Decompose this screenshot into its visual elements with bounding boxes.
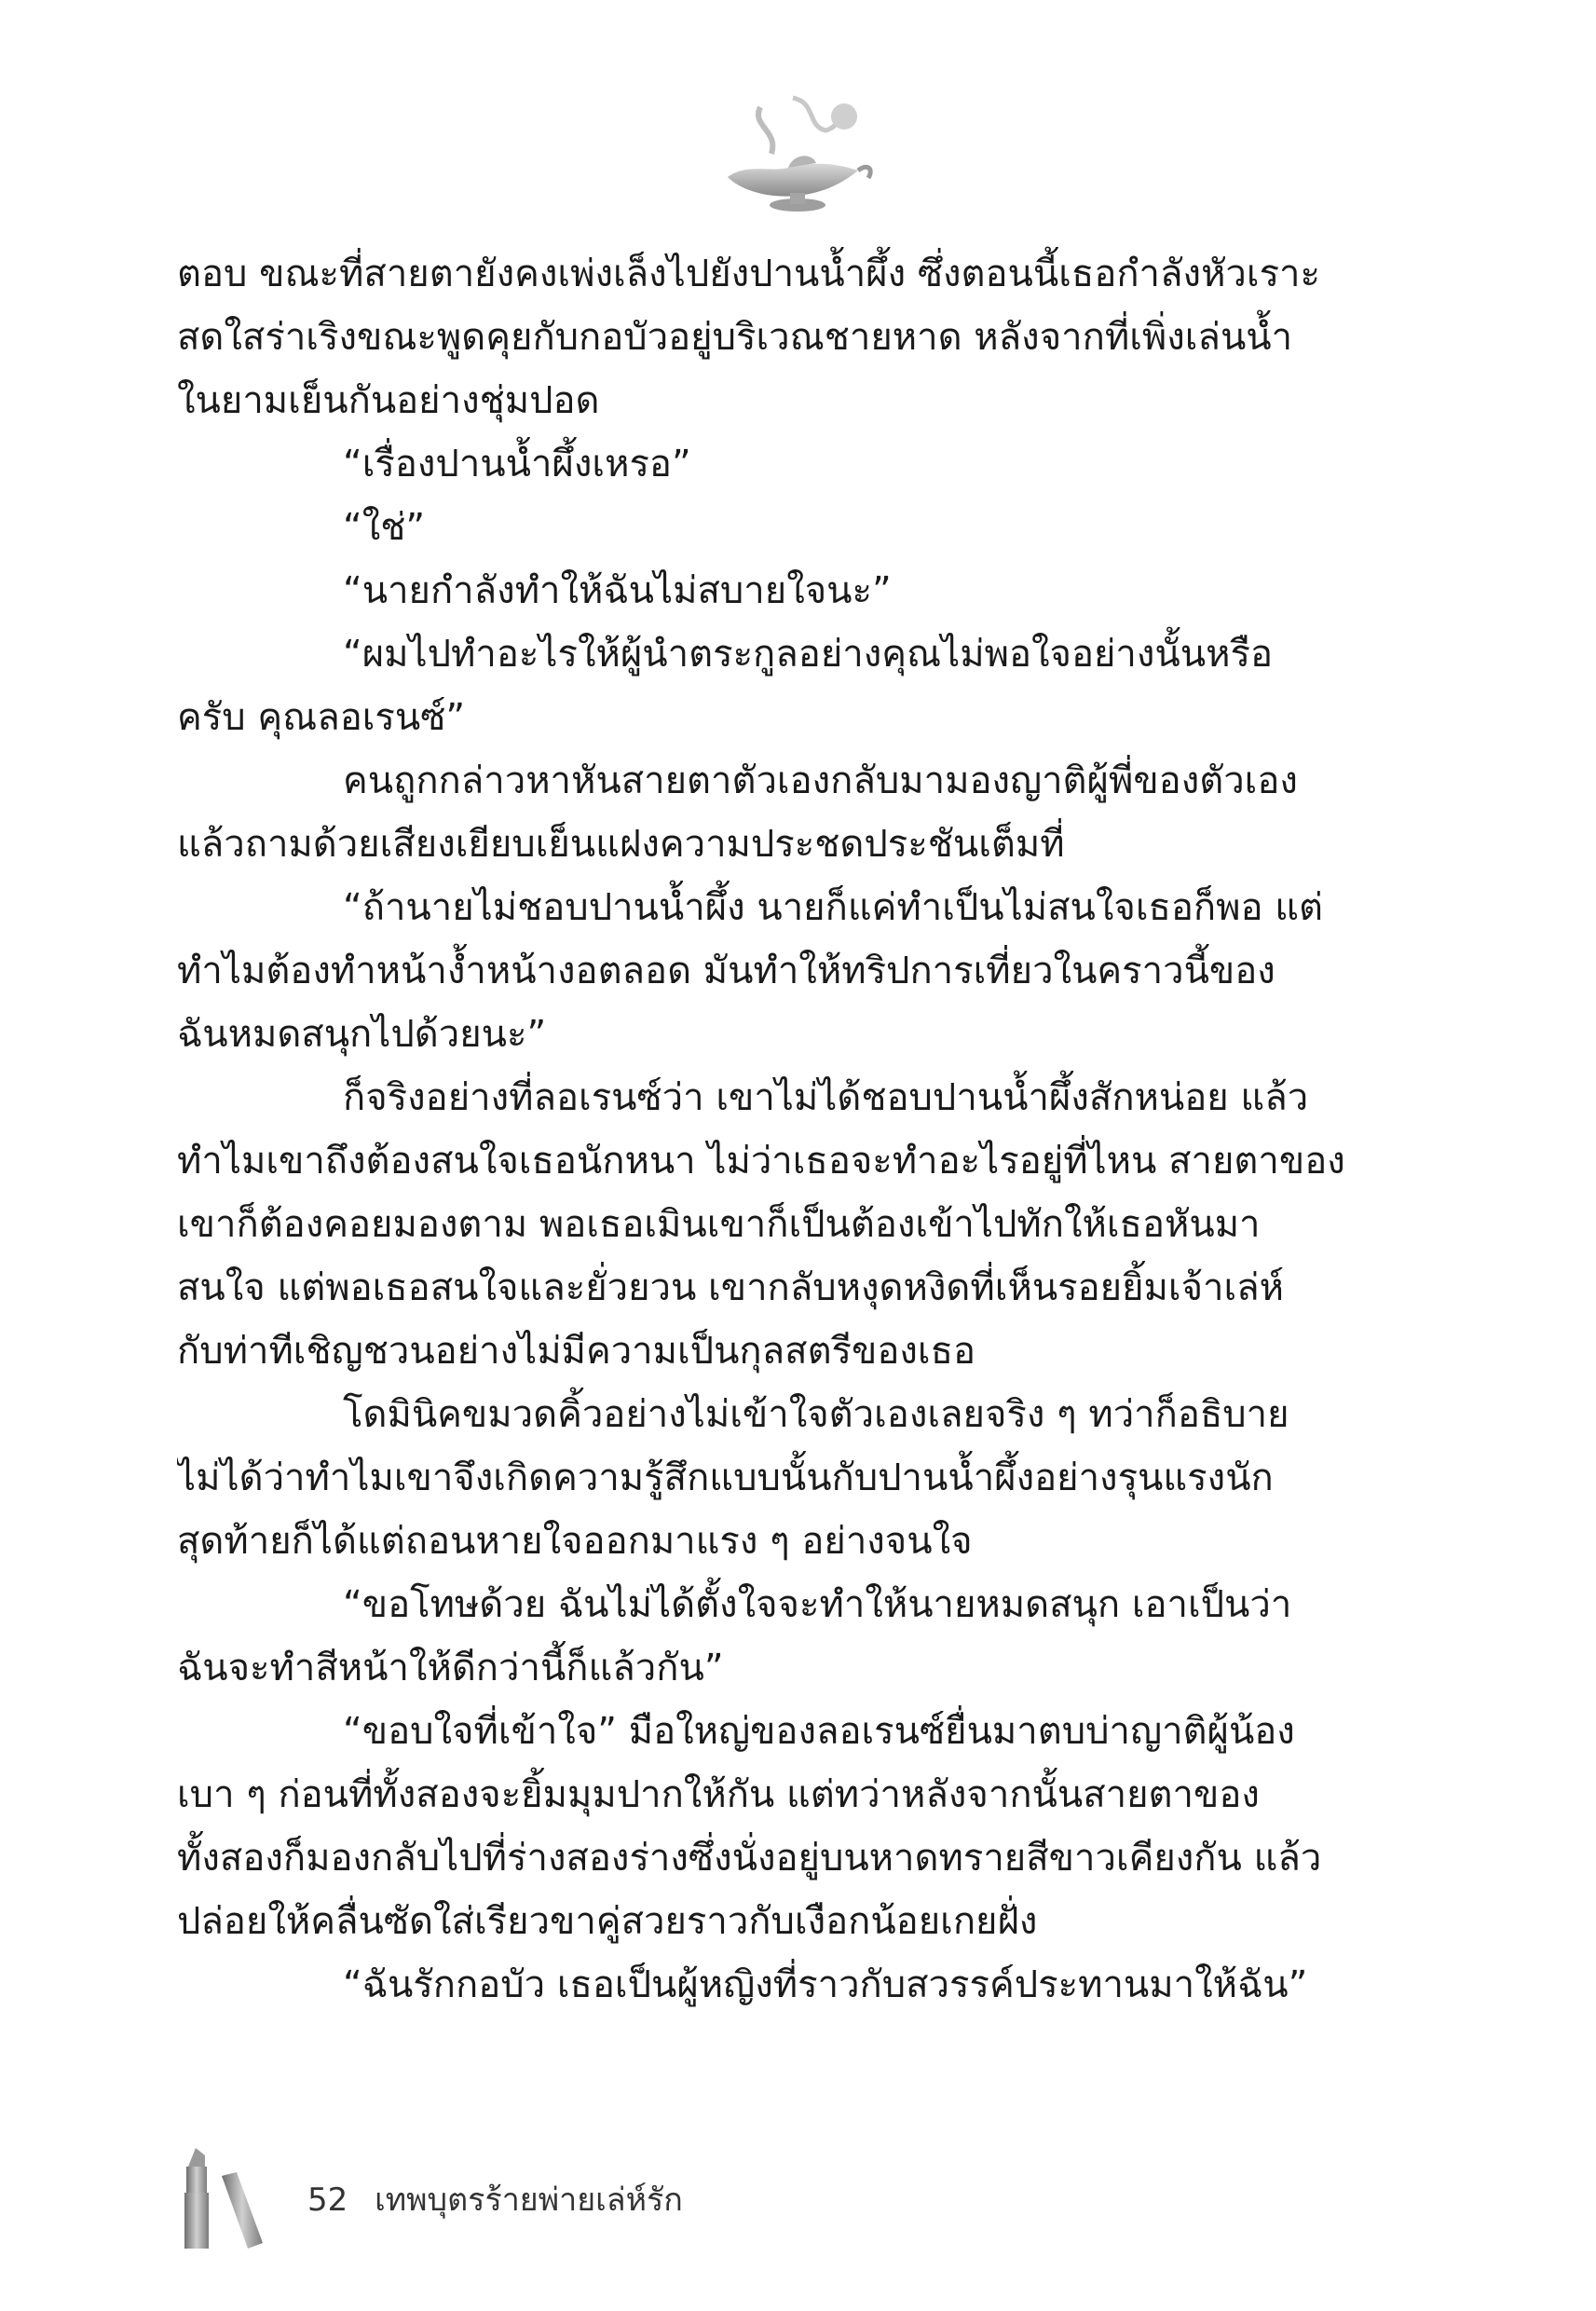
text-line: ฉันหมดสนุกไปด้วยนะ” (177, 1013, 547, 1056)
text-line: ปล่อยให้คลื่นซัดใส่เรียวขาคู่สวยราวกับเงือกน้อยเกยฝั่ง (177, 1900, 1038, 1943)
page-footer (177, 2139, 829, 2250)
text-line: ตอบ ขณะที่สายตายังคงเพ่งเล็งไปยังปานน้ำผึ้ง ซึ่งตอนนี้เธอกำลังหัวเราะ (177, 253, 1320, 295)
footer-text (307, 2174, 700, 2224)
text-line: เบา ๆ ก่อนที่ทั้งสองจะยิ้มมุมปากให้กัน แต่ทว่าหลังจากนั้นสายตาของ (177, 1773, 1260, 1816)
lipstick-icon (177, 2139, 280, 2250)
text-line: ก็จริงอย่างที่ลอเรนซ์ว่า เขาไม่ได้ชอบปานน้ำผึ้งสักหน่อย แล้ว (343, 1076, 1309, 1119)
text-line: “ขอโทษด้วย ฉันไม่ได้ตั้งใจจะทำให้นายหมดสนุก เอาเป็นว่า (343, 1583, 1292, 1626)
text-line: โดมินิคขมวดคิ้วอย่างไม่เข้าใจตัวเองเลยจริง ๆ ทว่าก็อธิบาย (343, 1393, 1289, 1436)
text-line: ทำไมต้องทำหน้างํ้าหน้างอตลอด มันทำให้ทริปการเที่ยวในคราวนี้ของ (177, 950, 1275, 992)
text-line: สุดท้ายก็ได้แต่ถอนหายใจออกมาแรง ๆ อย่างจนใจ (177, 1520, 973, 1563)
text-line: “เรื่องปานน้ำผึ้งเหรอ” (343, 443, 691, 485)
text-line: “นายกำลังทำให้ฉันไม่สบายใจนะ” (343, 569, 892, 612)
text-line: “ฉันรักกอบัว เธอเป็นผู้หญิงที่ราวกับสวรรค์ประทานมาให้ฉัน” (343, 1963, 1308, 2006)
story-text (177, 242, 1365, 2017)
text-line: ในยามเย็นกันอย่างชุ่มปอด (177, 379, 600, 422)
text-line: ฉันจะทำสีหน้าให้ดีกว่านี้ก็แล้วกัน” (177, 1647, 724, 1689)
text-line: ไม่ได้ว่าทำไมเขาจึงเกิดความรู้สึกแบบนั้นกับปานน้ำผึ้งอย่างรุนแรงนัก (177, 1456, 1274, 1499)
page-number: 52 (307, 2181, 348, 2219)
text-line: ทั้งสองก็มองกลับไปที่ร่างสองร่างซึ่งนั่งอยู่บนหาดทรายสีขาวเคียงกัน แล้ว (177, 1837, 1322, 1880)
text-line: คนถูกกล่าวหาหันสายตาตัวเองกลับมามองญาติผู้พี่ของตัวเอง (343, 759, 1298, 802)
text-line: “ขอบใจที่เข้าใจ” มือใหญ่ของลอเรนซ์ยื่นมาตบบ่าญาติผู้น้อง (343, 1710, 1295, 1753)
text-line: “ถ้านายไม่ชอบปานน้ำผึ้ง นายก็แค่ทำเป็นไม่สนใจเธอก็พอ แต่ (343, 886, 1324, 929)
text-line: กับท่าทีเชิญชวนอย่างไม่มีความเป็นกุลสตรีของเธอ (177, 1330, 976, 1373)
text-line: สดใสร่าเริงขณะพูดคุยกับกอบัวอยู่บริเวณชายหาด หลังจากที่เพิ่งเล่นน้ำ (177, 316, 1293, 359)
text-line: สนใจ แต่พอเธอสนใจและยั่วยวน เขากลับหงุดหงิดที่เห็นรอยยิ้มเจ้าเล่ห์ (177, 1266, 1285, 1309)
text-line: “ผมไปทำอะไรให้ผู้นำตระกูลอย่างคุณไม่พอใจอย่างนั้นหรือ (343, 633, 1273, 676)
text-line: ทำไมเขาถึงต้องสนใจเธอนักหนา ไม่ว่าเธอจะทำอะไรอยู่ที่ไหน สายตาของ (177, 1140, 1345, 1183)
text-line: “ใช่” (343, 506, 426, 549)
genie-lamp-icon (704, 89, 881, 219)
text-line: เขาก็ต้องคอยมองตาม พอเธอเมินเขาก็เป็นต้องเข้าไปทักให้เธอหันมา (177, 1203, 1261, 1246)
book-title: เทพบุตรร้ายพ่ายเล่ห์รัก (375, 2181, 683, 2219)
text-line: ครับ คุณลอเรนซ์” (177, 696, 466, 739)
text-line: แล้วถามด้วยเสียงเยียบเย็นแฝงความประชดประชันเต็มที่ (177, 823, 1065, 866)
